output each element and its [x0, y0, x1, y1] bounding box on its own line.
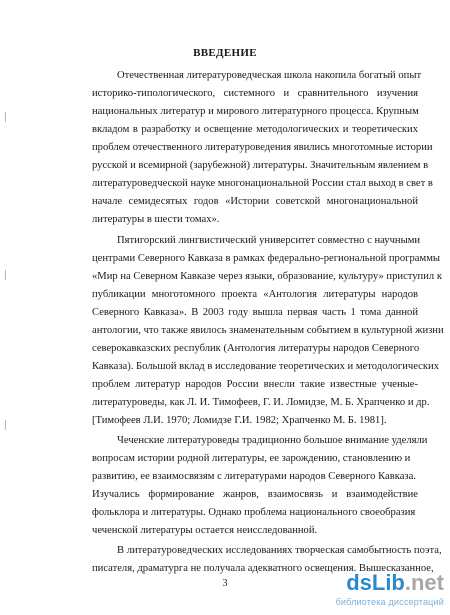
text-line: историко-типологического, системного и сравнительного изучения	[92, 88, 418, 99]
text-line: Чеченские литературоведы традиционно большое внимание уделяли	[117, 435, 428, 446]
text-line: литературы в шести томах».	[92, 214, 220, 225]
text-line: начале семидесятых годов «Истории советской многонациональной	[92, 196, 418, 207]
text-line: фольклора и литературы. Однако проблема национального своеобразия	[92, 507, 416, 518]
scan-margin-mark	[5, 270, 9, 280]
text-line: Северного Кавказа». В 2003 году вышла первая часть 1 тома данной	[92, 307, 418, 318]
text-line: развитию, ее взаимосвязям с литературами народов Северного Кавказа.	[92, 471, 416, 482]
scan-margin-mark	[5, 420, 9, 430]
text-line: национальных литератур и мирового литературного процесса. Крупным	[92, 106, 419, 117]
text-line: литературоведческой науке многонациональной России стал выход в свет в	[92, 178, 433, 189]
text-line: русской и всемирной (зарубежной) литературы. Значительным явлением в	[92, 160, 429, 171]
text-line: антологии, что также явилось знаменательным событием в культурной жизни	[92, 325, 444, 336]
page-title: ВВЕДЕНИЕ	[193, 47, 257, 59]
text-line: проблем литератур народов России внесли такие известные ученые-	[92, 379, 418, 390]
text-line: [Тимофеев Л.И. 1970; Ломидзе Г.И. 1982; Храпченко М. Б. 1981].	[92, 415, 387, 426]
text-line: центрами Северного Кавказа в рамках федерально-региональной программы	[92, 253, 441, 264]
text-line: Изучались формирование жанров, взаимосвязь и взаимодействие	[92, 489, 418, 500]
watermark-logo	[346, 570, 444, 596]
scan-margin-mark	[5, 112, 9, 122]
text-line: проблем отечественного литературоведения явились многотомные истории	[92, 142, 433, 153]
text-line: Отечественная литературоведческая школа накопила богатый опыт	[117, 70, 422, 81]
text-line: «Мир на Северном Кавказе через языки, образование, культуру» приступил к	[92, 271, 442, 282]
page-number: 3	[222, 578, 228, 589]
text-line: литературоведы, как Л. И. Тимофеев, Г. И. Ломидзе, М. Б. Храпченко и др.	[92, 397, 430, 408]
text-line: чеченской литературы остается неисследованной.	[92, 525, 318, 536]
text-line: Пятигорский лингвистический университет совместно с научными	[117, 235, 421, 246]
text-line: северокавказских республик (Антология литературы народов Северного	[92, 343, 420, 354]
watermark-brand-left: dsLib	[346, 570, 405, 595]
text-line: публикации многотомного проекта «Антология литературы народов	[92, 289, 418, 300]
text-line: вопросам истории родной литературы, ее зарождению, становлению и	[92, 453, 411, 464]
watermark	[334, 570, 444, 610]
text-line: Кавказа). Большой вклад в исследование теоретических и методологических	[92, 361, 439, 372]
watermark-brand-right: .net	[404, 570, 444, 595]
text-line: В литературоведческих исследованиях творческая самобытность поэта,	[117, 545, 442, 556]
text-line: писателя, драматурга не получала адекватного освещения. Вышесказанное,	[92, 563, 434, 574]
watermark-subtitle: библиотека диссертаций	[335, 597, 444, 607]
text-line: вкладом в разработку и освещение методологических и теоретических	[92, 124, 418, 135]
